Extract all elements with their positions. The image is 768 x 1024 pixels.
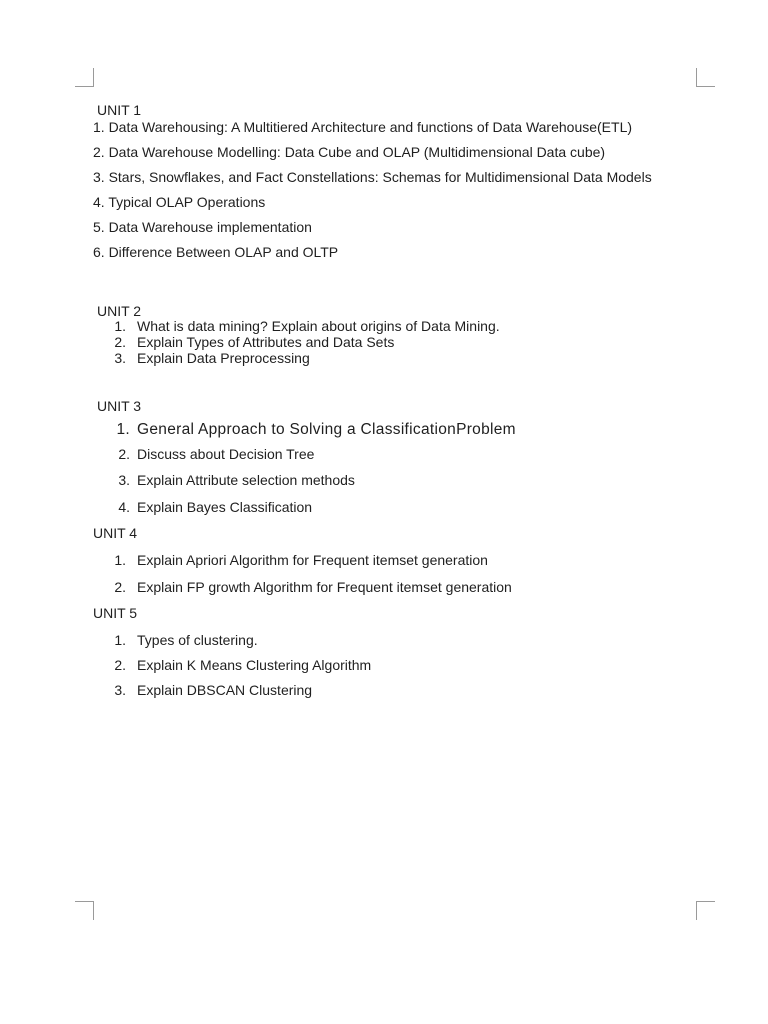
unit4-item-2-number: 2. — [114, 579, 126, 595]
unit5-item-1-number: 1. — [114, 632, 126, 648]
unit4-item-1: Explain Apriori Algorithm for Frequent itemset generation — [137, 552, 488, 568]
unit2-item-2: Explain Types of Attributes and Data Sets — [137, 334, 395, 350]
unit3-heading: UNIT 3 — [97, 398, 142, 414]
unit1-item-6: 6. Difference Between OLAP and OLTP — [93, 244, 339, 260]
unit2-item-3-number: 3. — [114, 350, 126, 366]
unit3-item-4-number: 4. — [118, 499, 130, 515]
unit2-item-3: Explain Data Preprocessing — [137, 350, 310, 366]
unit2-item-1: What is data mining? Explain about origins of Data Mining. — [137, 318, 500, 334]
unit1-item-5: 5. Data Warehouse implementation — [93, 219, 312, 235]
unit4-heading: UNIT 4 — [93, 525, 138, 541]
unit5-item-3-number: 3. — [114, 682, 126, 698]
unit2-heading: UNIT 2 — [97, 303, 142, 319]
unit1-item-4: 4. Typical OLAP Operations — [93, 194, 266, 210]
unit3-item-1-number: 1. — [116, 421, 130, 438]
unit3-item-3: Explain Attribute selection methods — [137, 472, 355, 488]
unit1-item-1: 1. Data Warehousing: A Multitiered Architecture and functions of Data Warehouse(ETL) — [93, 119, 633, 135]
unit5-item-2: Explain K Means Clustering Algorithm — [137, 657, 372, 673]
unit1-heading: UNIT 1 — [97, 102, 142, 118]
crop-mark-top-right — [696, 68, 715, 87]
unit2-item-2-number: 2. — [114, 334, 126, 350]
unit5-item-1: Types of clustering. — [137, 632, 258, 648]
unit2-item-1-number: 1. — [114, 318, 126, 334]
unit3-item-3-number: 3. — [118, 472, 130, 488]
unit3-item-4: Explain Bayes Classification — [137, 499, 313, 515]
crop-mark-bottom-right — [696, 901, 715, 920]
crop-mark-top-left — [75, 68, 94, 87]
unit1-item-2: 2. Data Warehouse Modelling: Data Cube and OLAP (Multidimensional Data cube) — [93, 144, 606, 160]
unit1-item-3: 3. Stars, Snowflakes, and Fact Constellations: Schemas for Multidimensional Data Models — [93, 169, 652, 185]
unit4-item-1-number: 1. — [114, 552, 126, 568]
unit3-item-2: Discuss about Decision Tree — [137, 446, 315, 462]
unit5-item-2-number: 2. — [114, 657, 126, 673]
unit5-item-3: Explain DBSCAN Clustering — [137, 682, 313, 698]
unit5-heading: UNIT 5 — [93, 605, 138, 621]
unit4-item-2: Explain FP growth Algorithm for Frequent itemset generation — [137, 579, 512, 595]
unit3-item-1: General Approach to Solving a ClassificationProblem — [137, 421, 516, 438]
crop-mark-bottom-left — [75, 901, 94, 920]
unit3-item-2-number: 2. — [118, 446, 130, 462]
